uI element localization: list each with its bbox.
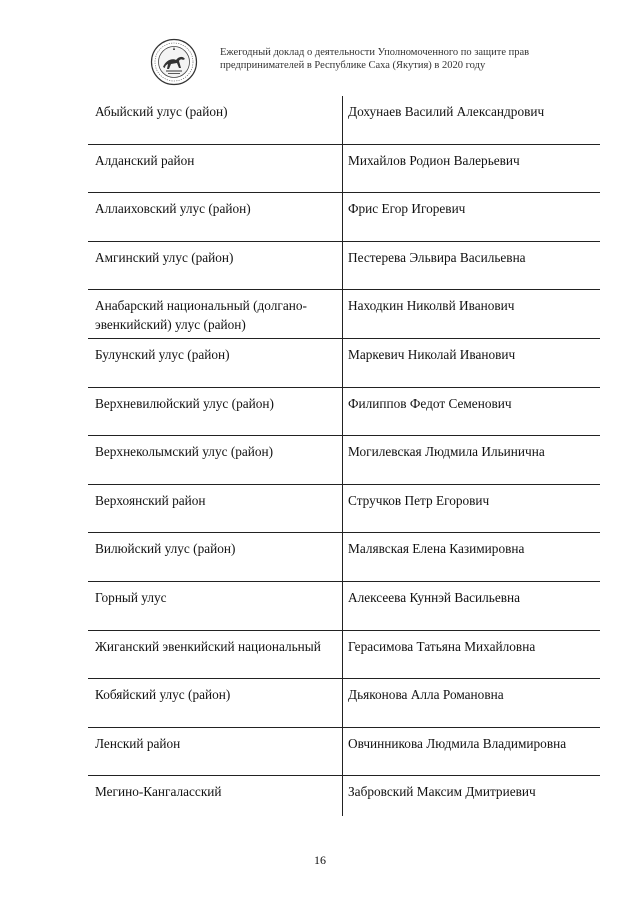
report-title-line-1: Ежегодный доклад о деятельности Уполномоченного по защите прав bbox=[220, 47, 530, 58]
table-row bbox=[88, 485, 600, 534]
district-cell: Вилюйский улус (район) bbox=[95, 541, 236, 557]
report-title bbox=[220, 46, 529, 72]
table-row bbox=[88, 776, 600, 824]
district-cell: Алданский район bbox=[95, 152, 195, 168]
representative-cell: Михайлов Родион Валерьевич bbox=[348, 152, 520, 168]
representative-cell: Пестерева Эльвира Васильевна bbox=[348, 249, 526, 265]
page-number: 16 bbox=[314, 853, 326, 867]
report-title-line-2: предпринимателей в Республике Саха (Якутия) в 2020 году bbox=[220, 60, 486, 71]
representative-cell: Дьяконова Алла Романовна bbox=[348, 687, 504, 703]
district-cell: Булунский улус (район) bbox=[95, 346, 230, 362]
table-row bbox=[88, 193, 600, 242]
representative-cell: Малявская Елена Казимировна bbox=[348, 541, 525, 557]
districts-table bbox=[88, 96, 600, 824]
representative-cell: Герасимова Татьяна Михайловна bbox=[348, 638, 536, 654]
representative-cell: Овчинникова Людмила Владимировна bbox=[348, 735, 567, 751]
district-cell: Верхоянский район bbox=[95, 492, 206, 508]
table-row bbox=[88, 388, 600, 437]
district-cell: Аллаиховский улус (район) bbox=[95, 201, 251, 217]
representative-cell: Маркевич Николай Иванович bbox=[348, 346, 516, 362]
table-row bbox=[88, 631, 600, 680]
representative-cell: Филиппов Федот Семенович bbox=[348, 395, 512, 411]
table-row bbox=[88, 582, 600, 631]
district-cell: Кобяйский улус (район) bbox=[95, 687, 231, 703]
representative-cell: Фрис Егор Игоревич bbox=[348, 201, 466, 217]
district-cell: Верхневилюйский улус (район) bbox=[95, 395, 274, 411]
representative-cell: Могилевская Людмила Ильинична bbox=[348, 444, 545, 460]
table-row bbox=[88, 290, 600, 339]
district-cell: Жиганский эвенкийский национальный bbox=[95, 638, 321, 654]
district-cell: Ленский район bbox=[95, 735, 181, 751]
table-row bbox=[88, 145, 600, 194]
representative-cell: Забровский Максим Дмитриевич bbox=[348, 784, 536, 800]
page-header bbox=[150, 38, 590, 86]
representative-cell: Алексеева Куннэй Васильевна bbox=[348, 589, 521, 605]
table-row bbox=[88, 242, 600, 291]
district-cell: Амгинский улус (район) bbox=[95, 249, 234, 265]
emblem-icon bbox=[150, 38, 198, 86]
representative-cell: Дохунаев Василий Александрович bbox=[348, 104, 545, 119]
table-row bbox=[88, 728, 600, 777]
district-cell: Мегино-Кангаласский bbox=[95, 784, 222, 800]
table-row bbox=[88, 436, 600, 485]
table-row bbox=[88, 533, 600, 582]
representative-cell: Стручков Петр Егорович bbox=[348, 492, 490, 508]
representative-cell: Находкин Николвй Иванович bbox=[348, 298, 515, 314]
table-row bbox=[88, 96, 600, 145]
table-row bbox=[88, 679, 600, 728]
district-cell: Горный улус bbox=[95, 589, 167, 605]
district-cell: Верхнеколымский улус (район) bbox=[95, 444, 274, 460]
table-row bbox=[88, 339, 600, 388]
district-cell: Анабарский национальный (долгано-эвенкийский) улус (район) bbox=[95, 298, 307, 333]
district-cell: Абыйский улус (район) bbox=[95, 104, 228, 119]
